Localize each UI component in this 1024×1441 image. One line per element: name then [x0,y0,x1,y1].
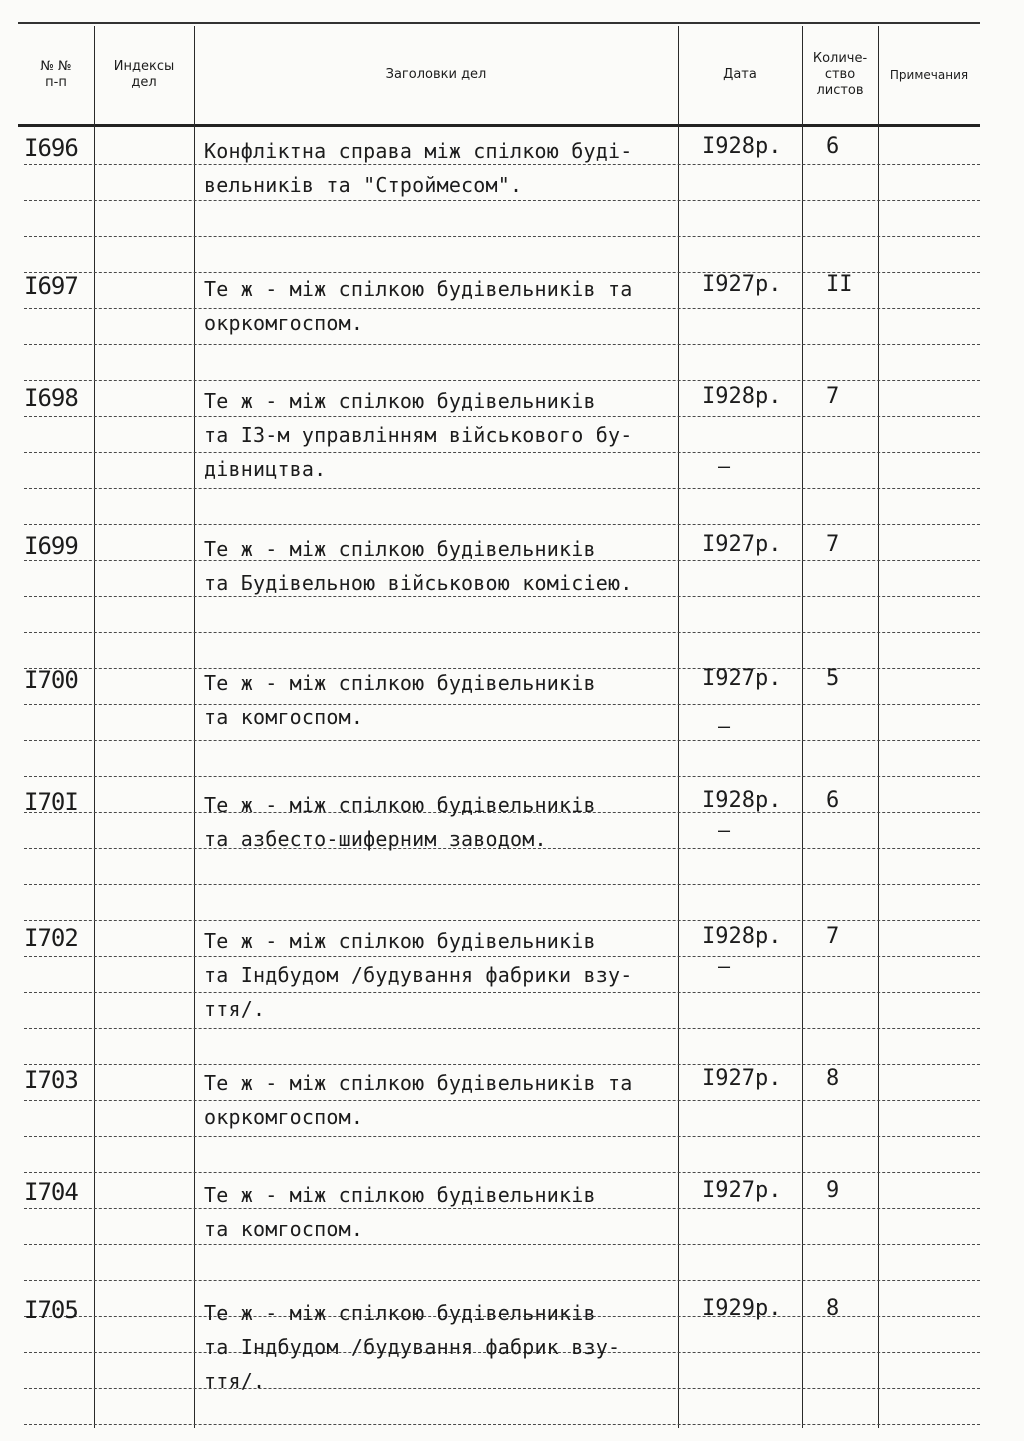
row-sheets: 7 [826,924,840,949]
row-sheets: 7 [826,532,840,557]
header-index: Индексы дел [113,59,175,90]
row-date: I927р. [702,1066,782,1091]
ruled-line [24,632,980,633]
header-title: Заголовки дел [385,67,487,82]
row-sheets: 6 [826,134,840,159]
row-title: Те ж - мiж спiлкою будiвельникiв та комгоспом. [204,1183,596,1241]
ruled-line [24,740,980,741]
ruled-line [24,236,980,237]
row-title: Конфлiктна справа мiж спiлкою будi- вельникiв та "Строймесом". [204,139,633,197]
ruled-line [24,1172,980,1173]
row-date: I927р. [702,1178,782,1203]
row-number: I700 [24,666,78,694]
ruled-line [24,1064,980,1065]
row-sheets: 5 [826,666,840,691]
row-date: I927р. [702,666,782,691]
row-date: I927р. [702,532,782,557]
row-sheets: II [826,272,853,297]
row-number: I704 [24,1178,78,1206]
row-number: I696 [24,134,78,162]
header-rule [18,124,980,127]
row-sheets: 8 [826,1296,840,1321]
ruled-line [24,1136,980,1137]
row-date: I928р. [702,134,782,159]
archive-inventory-page [18,18,980,1428]
row-title: Те ж - мiж спiлкою будiвельникiв та окркомгоспом. [204,1071,633,1129]
row-number: I697 [24,272,78,300]
row-dash: – [718,954,731,978]
row-date: I928р. [702,924,782,949]
row-sheets: 9 [826,1178,840,1203]
ruled-line [24,920,980,921]
row-sheets: 7 [826,384,840,409]
row-title: Те ж - мiж спiлкою будiвельникiв та комгоспом. [204,671,596,729]
ruled-line [24,884,980,885]
row-number: I705 [24,1296,78,1324]
row-title: Те ж - мiж спiлкою будiвельникiв та I3-м управлiнням вiйськового бу- дiвництва. [204,389,633,481]
row-dash: – [718,454,731,478]
row-number: I702 [24,924,78,952]
row-date: I929р. [702,1296,782,1321]
row-dash: – [718,818,731,842]
row-title: Те ж - мiж спiлкою будiвельникiв та азбесто-шиферним заводом. [204,793,596,851]
header-sheets: Количе- ство листов [812,51,868,98]
ruled-line [24,1028,980,1029]
ruled-line [24,524,980,525]
row-number: I70I [24,788,78,816]
row-title: Те ж - мiж спiлкою будiвельникiв та Будiвельною вiйськовою комiсiею. [204,537,633,595]
row-title: Те ж - мiж спiлкою будiвельникiв та окркомгоспом. [204,277,633,335]
row-sheets: 8 [826,1066,840,1091]
ruled-line [24,776,980,777]
header-number: № № п-п [40,59,72,90]
ruled-line [24,488,980,489]
row-number: I699 [24,532,78,560]
row-dash: – [718,714,731,738]
ruled-line [24,380,980,381]
row-number: I698 [24,384,78,412]
header-notes: Примечания [889,68,969,82]
ruled-line [24,1424,980,1425]
header-date: Дата [723,67,757,82]
row-date: I927р. [702,272,782,297]
ruled-line [24,344,980,345]
row-title: Те ж - мiж спiлкою будiвельникiв та Iндбудом /будування фабрики взу- ття/. [204,929,633,1021]
row-sheets: 6 [826,788,840,813]
row-date: I928р. [702,384,782,409]
ruled-line [24,1280,980,1281]
row-title: Те ж - мiж спiлкою будiвельникiв та Iндбудом /будування фабрик взу- ття/. [204,1301,621,1393]
row-number: I703 [24,1066,78,1094]
top-rule [18,22,980,24]
row-date: I928р. [702,788,782,813]
